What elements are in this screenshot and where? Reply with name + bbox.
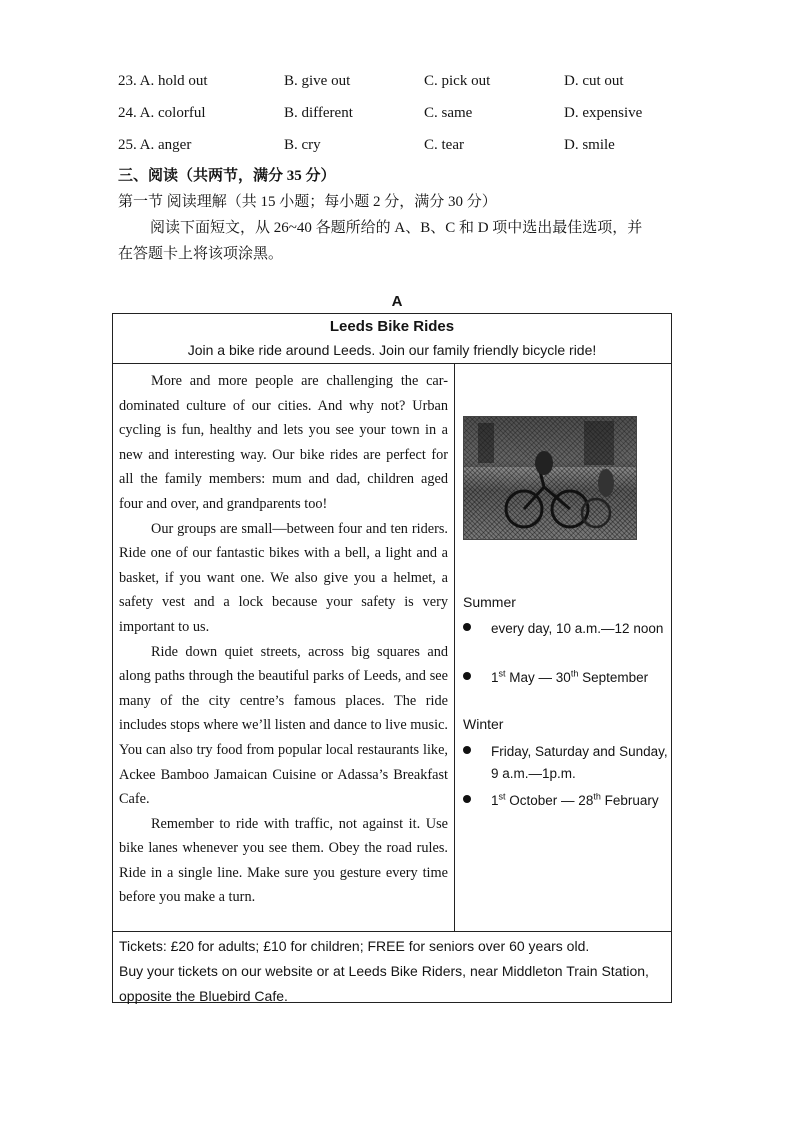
option-c: C. pick out: [424, 73, 491, 89]
summer-dates: 1st May — 30th September: [491, 668, 649, 685]
winter-dates: 1st October — 28th February: [491, 791, 659, 808]
ticket-purchase: Buy your tickets on our website or at Leeds Bike Riders, near Middleton Train Station, opposite the Bluebird Cafe.: [119, 963, 649, 1004]
paragraph-4: Remember to ride with traffic, not against it. Use bike lanes whenever you see them. Obey the road rules. Ride in a single line. Make sure you gesture every time before you make a turn.: [119, 815, 448, 906]
question-25-options: [118, 137, 678, 159]
bullet-icon: [463, 746, 471, 754]
paragraph-1: More and more people are challenging the car-dominated culture of our cities. And why not? Urban cycling is fun, healthy and lets you see your town in a new and interesting way. Our bike rides are perfect for all the family members: mum and dad, children aged four and over, and grandparents too!: [119, 373, 448, 512]
winter-time: Friday, Saturday and Sunday, 9 a.m.—1p.m.: [491, 744, 668, 781]
bullet-icon: [463, 672, 471, 680]
summer-label: Summer: [463, 594, 516, 610]
schedule-column: [455, 364, 673, 931]
paragraph-3: Ride down quiet streets, across big squares and along paths through the beautiful parks of Leeds, and see many of the city centre’s famous places. The ride includes stops where we’ll listen and dance to live music. You can also try food from popular local restaurants like, Ackee Bamboo Jamaican Cuisine or Adassa’s Breakfast Cafe.: [119, 643, 448, 808]
passage-body: [113, 364, 455, 931]
option-d: D. smile: [564, 137, 615, 153]
ad-header: [113, 314, 671, 364]
part-heading: 第一节 阅读理解（共 15 小题；每小题 2 分，满分 30 分）: [118, 194, 497, 210]
instruction-line-1: 阅读下面短文，从 26~40 各题所给的 A、B、C 和 D 项中选出最佳选项，并: [150, 220, 643, 236]
passage-letter: A: [391, 293, 403, 310]
ad-title: Leeds Bike Rides: [329, 318, 455, 335]
instruction-line-2: 在答题卡上将该项涂黑。: [118, 246, 284, 262]
question-23-options: [118, 73, 678, 95]
section-heading: 三、阅读（共两节，满分 35 分）: [118, 168, 336, 184]
advertisement-box: [112, 313, 672, 1003]
bullet-icon: [463, 795, 471, 803]
option-a: 24. A. colorful: [118, 105, 206, 121]
question-24-options: [118, 105, 678, 127]
cyclists-photo: [463, 416, 637, 540]
option-b: B. different: [284, 105, 353, 121]
winter-label: Winter: [463, 716, 504, 732]
option-c: C. tear: [424, 137, 464, 153]
ad-subtitle: Join a bike ride around Leeds. Join our family friendly bicycle ride!: [187, 342, 597, 358]
option-b: B. cry: [284, 137, 321, 153]
ticket-info: [113, 931, 671, 1004]
option-c: C. same: [424, 105, 473, 121]
option-b: B. give out: [284, 73, 351, 89]
summer-time: every day, 10 a.m.—12 noon: [491, 621, 664, 636]
ticket-prices: Tickets: £20 for adults; £10 for children; FREE for seniors over 60 years old.: [119, 938, 590, 954]
option-a: 25. A. anger: [118, 137, 192, 153]
option-d: D. expensive: [564, 105, 643, 121]
option-d: D. cut out: [564, 73, 624, 89]
paragraph-2: Our groups are small—between four and ten riders. Ride one of our fantastic bikes with a bell, a light and a basket, if you want one. We also give you a helmet, a safety vest and a lock because your safety is very important to us.: [119, 520, 448, 635]
bullet-icon: [463, 623, 471, 631]
option-a: 23. A. hold out: [118, 73, 208, 89]
